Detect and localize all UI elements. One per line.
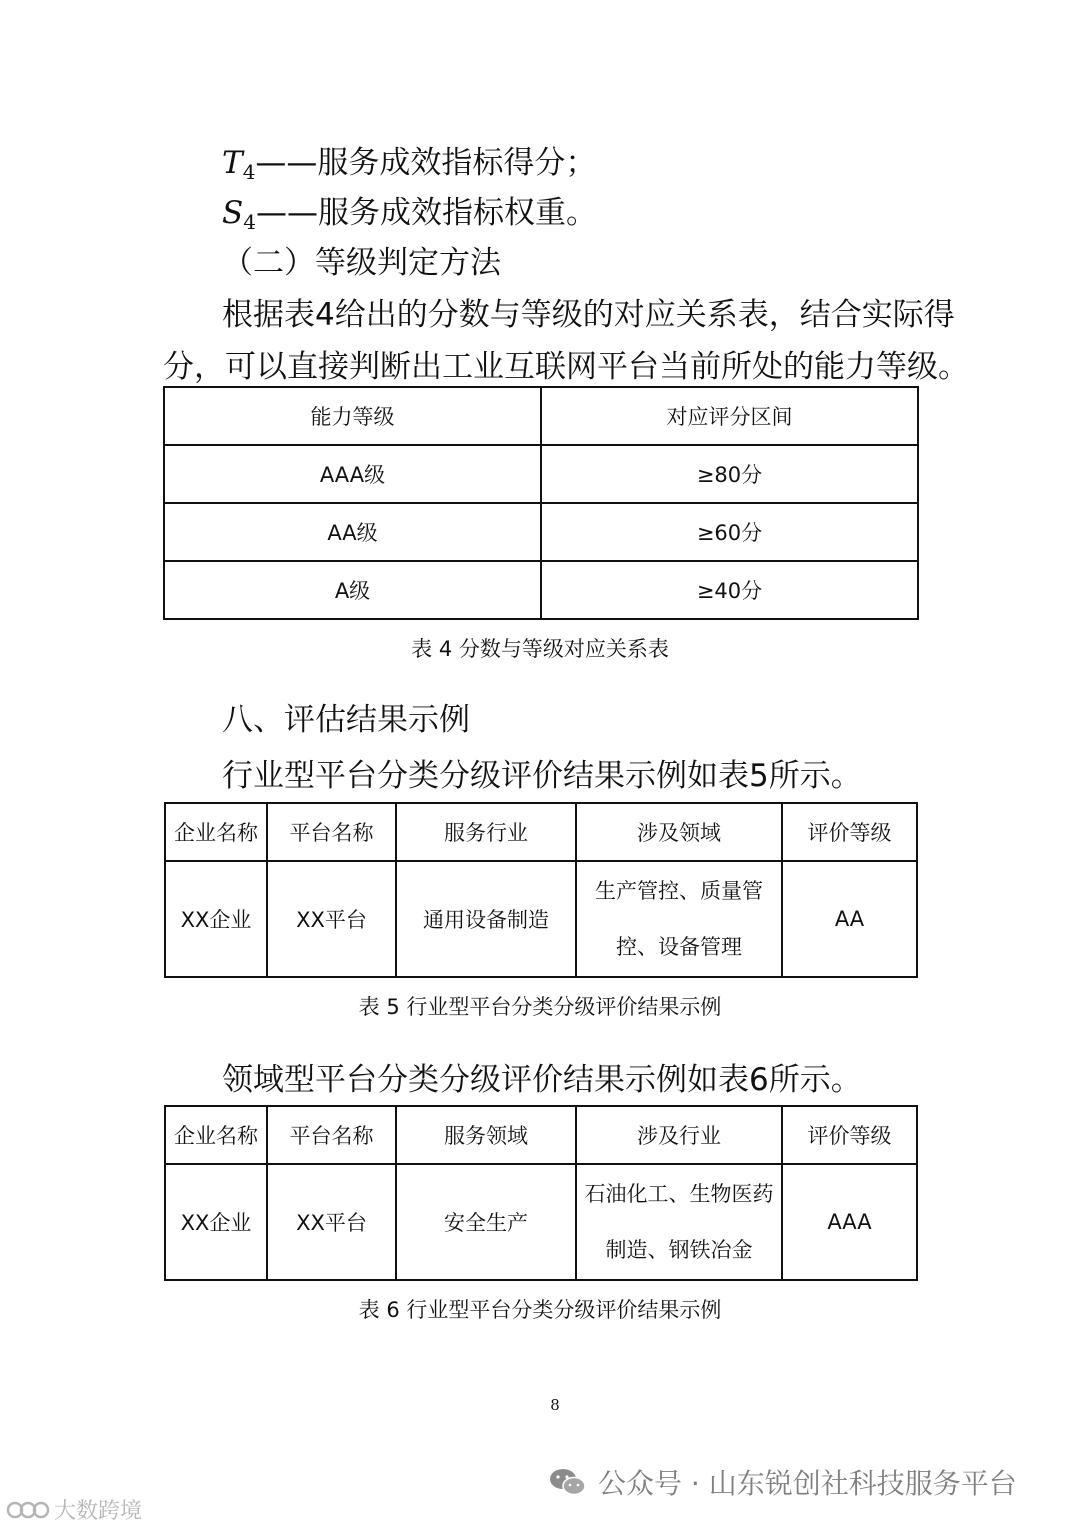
paragraph-line-1: 根据表4给出的分数与等级的对应关系表，结合实际得 — [222, 297, 955, 333]
definition-s4-text: ——服务成效指标权重。 — [255, 195, 597, 231]
platform-cell: XX平台 — [267, 1164, 396, 1280]
service-cell: 通用设备制造 — [396, 861, 576, 977]
service-cell: 安全生产 — [396, 1164, 576, 1280]
table-header: 平台名称 — [267, 1106, 396, 1164]
definition-s4 — [222, 193, 597, 242]
table-header: 能力等级 — [164, 387, 541, 445]
table-header: 涉及行业 — [576, 1106, 782, 1164]
table-row — [165, 861, 917, 977]
industry-platform-table — [164, 802, 918, 978]
definition-t4-text: ——服务成效指标得分； — [255, 145, 597, 181]
table-header: 企业名称 — [165, 803, 267, 861]
definition-t4 — [222, 143, 596, 192]
table-header: 平台名称 — [267, 803, 396, 861]
score-cell: ≥40分 — [541, 561, 918, 619]
company-cell: XX企业 — [165, 1164, 267, 1280]
grade-cell: AA级 — [164, 503, 541, 561]
corner-watermark — [6, 1494, 142, 1525]
company-cell: XX企业 — [165, 861, 267, 977]
table6-caption: 表 6 行业型平台分类分级评价结果示例 — [358, 1298, 722, 1322]
table4-caption: 表 4 分数与等级对应关系表 — [411, 637, 669, 661]
table-row — [165, 1164, 917, 1280]
table-header: 对应评分区间 — [541, 387, 918, 445]
table-header: 涉及领域 — [576, 803, 782, 861]
scope-cell: 石油化工、生物医药 制造、钢铁冶金 — [576, 1164, 782, 1280]
score-cell: ≥80分 — [541, 445, 918, 503]
platform-cell: XX平台 — [267, 861, 396, 977]
domain-platform-table — [164, 1105, 918, 1281]
wechat-icon — [548, 1467, 588, 1497]
table-header-row — [164, 387, 918, 445]
score-cell: ≥60分 — [541, 503, 918, 561]
table-header: 评价等级 — [782, 803, 917, 861]
section-heading-grading: （二）等级判定方法 — [222, 245, 501, 281]
table-header: 服务领域 — [396, 1106, 576, 1164]
grade-cell: AAA级 — [164, 445, 541, 503]
table-header-row — [165, 803, 917, 861]
grade-cell: AA — [782, 861, 917, 977]
brand-logo-icon — [6, 1500, 50, 1520]
grade-score-table — [163, 386, 919, 620]
grade-cell: AAA — [782, 1164, 917, 1280]
table-header: 服务行业 — [396, 803, 576, 861]
table-row — [164, 503, 918, 561]
grade-cell: A级 — [164, 561, 541, 619]
table-row — [164, 561, 918, 619]
table-header: 企业名称 — [165, 1106, 267, 1164]
table-header-row — [165, 1106, 917, 1164]
paragraph-line-2: 分，可以直接判断出工业互联网平台当前所处的能力等级。 — [163, 349, 969, 385]
symbol-t: $T_4$ — [222, 145, 256, 184]
symbol-s: $S_4$ — [222, 195, 256, 234]
table6-intro: 领域型平台分类分级评价结果示例如表6所示。 — [222, 1062, 862, 1098]
table5-caption: 表 5 行业型平台分类分级评价结果示例 — [358, 995, 722, 1019]
table-row — [164, 445, 918, 503]
page-number: 8 — [550, 1396, 560, 1414]
wechat-watermark-label: 公众号 · 山东锐创社科技服务平台 — [598, 1467, 1017, 1500]
section-heading-examples: 八、评估结果示例 — [222, 702, 470, 738]
scope-cell: 生产管控、质量管 控、设备管理 — [576, 861, 782, 977]
corner-watermark-label: 大数跨境 — [54, 1499, 143, 1524]
table-header: 评价等级 — [782, 1106, 917, 1164]
wechat-watermark — [548, 1462, 1017, 1502]
table5-intro: 行业型平台分类分级评价结果示例如表5所示。 — [222, 758, 862, 794]
